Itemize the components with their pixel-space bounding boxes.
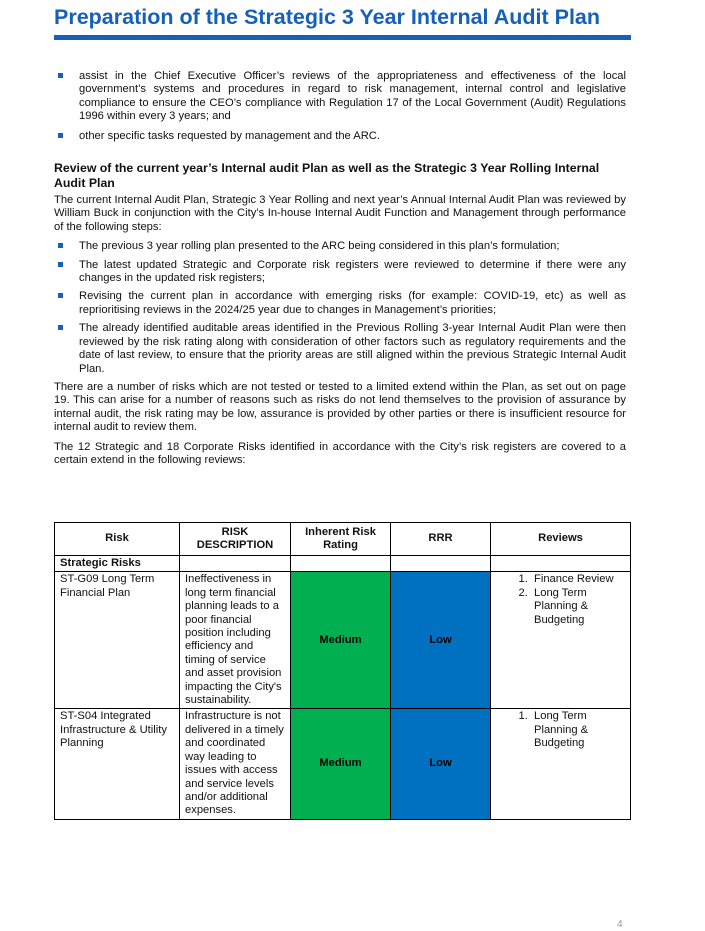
steps-bullet-list (54, 240, 626, 376)
reviews-list (496, 710, 625, 750)
bullet-item: The latest updated Strategic and Corporate risk registers were reviewed to determine if there were any changes in the updated risk registers; (54, 259, 626, 286)
column-header-reviews: Reviews (491, 523, 631, 556)
review-item: 2. Long Term Planning & Budgeting (531, 587, 625, 627)
bullet-item: other specific tasks requested by management and the ARC. (54, 130, 626, 143)
section-paragraph: The current Internal Audit Plan, Strategic 3 Year Rolling and next year’s Annual Internal Audit Plan was reviewed by William Buck in conjunction with the City’s In-house Internal Audit Function and Management through performance of the following steps: (54, 194, 626, 233)
page-number: 4 (617, 919, 623, 930)
rrr-cell: Low (391, 572, 491, 709)
square-bullet-icon (58, 133, 63, 138)
risk-table (54, 522, 631, 820)
review-item: 1. Finance Review (531, 573, 625, 586)
section-heading: Review of the current year’s Internal audit Plan as well as the Strategic 3 Year Rolling Internal Audit Plan (54, 161, 600, 190)
rrr-cell: Low (391, 709, 491, 819)
column-header-description: RISK DESCRIPTION (180, 523, 291, 556)
section-row (55, 556, 631, 572)
section-label: Strategic Risks (55, 556, 180, 572)
square-bullet-icon (58, 262, 63, 267)
column-header-risk: Risk (55, 523, 180, 556)
column-header-rrr: RRR (391, 523, 491, 556)
bullet-item: assist in the Chief Executive Officer’s reviews of the appropriateness and effectiveness of the local government’s systems and procedures in regard to risk management, internal control and legislative compliance to ensure the CEO’s compliance with Regulation 17 of the Local Government (Audit) Regulations 1996 within every 3 years; and (54, 70, 626, 124)
risks-paragraph: There are a number of risks which are not tested or tested to a limited extend within the Plan, as set out on page 19. This can arise for a number of reasons such as risks do not lend themselves to the provision of assurance by internal audit, the risk rating may be low, assurance is provided by other parties or there is insufficient resource for internal audit to review them. (54, 380, 626, 434)
reviews-cell (491, 572, 631, 709)
square-bullet-icon (58, 73, 63, 78)
column-header-inherent-risk: Inherent Risk Rating (291, 523, 391, 556)
description-cell: Ineffectiveness in long term financial planning leads to a poor financial position including efficiency and timing of service and asset provision impacting the City's sustainability. (180, 572, 291, 709)
title-underline (54, 35, 631, 40)
intro-bullet-list (54, 70, 626, 143)
square-bullet-icon (58, 325, 63, 330)
review-item: 1. Long Term Planning & Budgeting (531, 710, 625, 750)
table-header-row (55, 523, 631, 556)
risk-cell: ST-G09 Long Term Financial Plan (55, 572, 180, 709)
square-bullet-icon (58, 243, 63, 248)
risk-cell: ST-S04 Integrated Infrastructure & Utility Planning (55, 709, 180, 819)
reviews-cell (491, 709, 631, 819)
reviews-list (496, 573, 625, 627)
document-body (54, 70, 626, 473)
table-row (55, 572, 631, 709)
square-bullet-icon (58, 293, 63, 298)
inherent-rating-cell: Medium (291, 709, 391, 819)
coverage-paragraph: The 12 Strategic and 18 Corporate Risks identified in accordance with the City’s risk registers are covered to a certain extend in the following reviews: (54, 440, 626, 466)
bullet-item: The already identified auditable areas identified in the Previous Rolling 3-year Internal Audit Plan were then reviewed by the risk rating along with consideration of other factors such as regulatory requirements and the date of last review, to ensure that the priority areas are still aligned within the previous Strategic Internal Audit Plan. (54, 322, 626, 376)
bullet-item: The previous 3 year rolling plan presented to the ARC being considered in this plan’s formulation; (54, 240, 626, 253)
description-cell: Infrastructure is not delivered in a timely and coordinated way leading to issues with access and service levels and/or additional expenses. (180, 709, 291, 819)
table-row (55, 709, 631, 819)
inherent-rating-cell: Medium (291, 572, 391, 709)
bullet-item: Revising the current plan in accordance with emerging risks (for example: COVID-19, etc) as well as reprioritising reviews in the 2024/25 year due to changes in Management’s priorities; (54, 290, 626, 317)
page-title: Preparation of the Strategic 3 Year Internal Audit Plan (54, 5, 601, 29)
